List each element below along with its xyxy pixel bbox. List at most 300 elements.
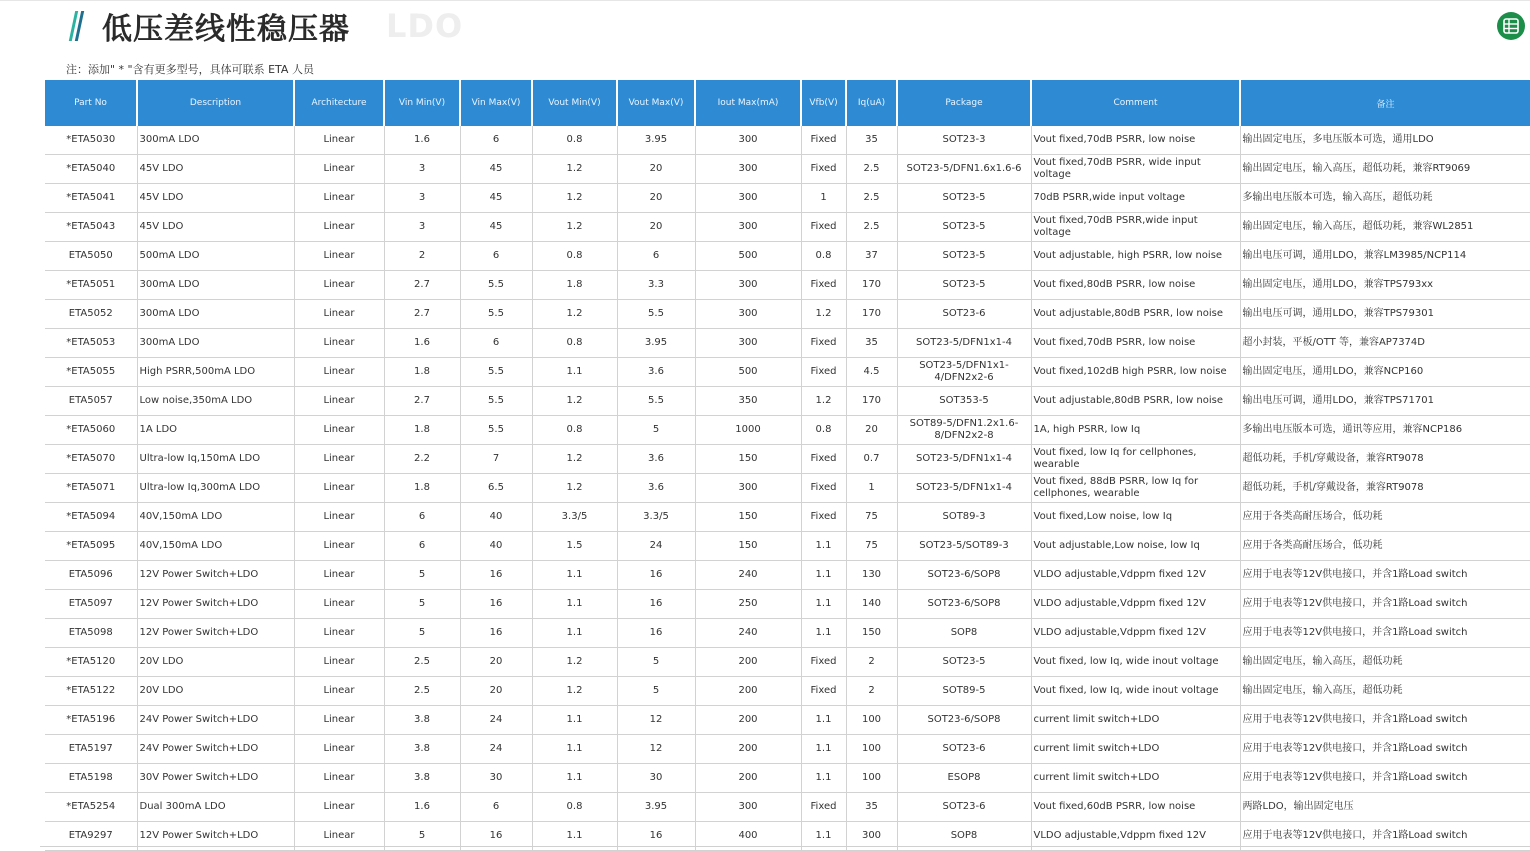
- table-cell: Linear: [294, 213, 384, 242]
- table-cell: Fixed: [801, 503, 846, 532]
- table-cell: 130: [846, 561, 897, 590]
- table-cell: 0.8: [532, 329, 617, 358]
- table-row: [45, 184, 1530, 213]
- table-cell: SOT23-5/DFN1x1-4: [897, 329, 1031, 358]
- bottom-divider: [40, 846, 1530, 847]
- table-cell: Linear: [294, 648, 384, 677]
- table-cell: Linear: [294, 793, 384, 822]
- table-cell: Vout adjustable,80dB PSRR, low noise: [1031, 387, 1240, 416]
- table-cell: 300: [695, 474, 801, 503]
- table-cell: 1.1: [532, 764, 617, 793]
- table-cell: 20: [460, 648, 532, 677]
- table-cell: Linear: [294, 271, 384, 300]
- table-cell: SOT23-5: [897, 242, 1031, 271]
- table-cell: Fixed: [801, 213, 846, 242]
- table-cell: Dual 300mA LDO: [137, 793, 294, 822]
- table-cell: 1000: [695, 416, 801, 445]
- table-cell: 300: [695, 184, 801, 213]
- table-cell: 1.1: [801, 590, 846, 619]
- table-cell: SOT89-5: [897, 677, 1031, 706]
- table-header-row: [45, 80, 1530, 126]
- table-cell: current limit switch+LDO: [1031, 735, 1240, 764]
- table-cell: Linear: [294, 619, 384, 648]
- part-number-cell: *ETA5060: [45, 416, 137, 445]
- table-cell: 150: [695, 532, 801, 561]
- table-cell: 400: [695, 822, 801, 851]
- table-cell: 40: [460, 532, 532, 561]
- table-cell: 2.5: [846, 155, 897, 184]
- table-cell: VLDO adjustable,Vdppm fixed 12V: [1031, 619, 1240, 648]
- column-header: Iq(uA): [846, 80, 897, 126]
- table-cell: 240: [695, 619, 801, 648]
- table-cell: 5: [617, 416, 695, 445]
- table-cell: 1.6: [384, 329, 460, 358]
- part-number-cell: *ETA5070: [45, 445, 137, 474]
- table-cell: 输出固定电压，通用LDO，兼容TPS793xx: [1240, 271, 1530, 300]
- table-cell: Vout fixed,102dB high PSRR, low noise: [1031, 358, 1240, 387]
- table-cell: 1.1: [532, 619, 617, 648]
- column-header: Description: [137, 80, 294, 126]
- table-cell: 500: [695, 358, 801, 387]
- spreadsheet-icon[interactable]: [1497, 12, 1525, 40]
- part-number-cell: ETA5050: [45, 242, 137, 271]
- table-cell: 3.95: [617, 126, 695, 155]
- table-cell: Linear: [294, 126, 384, 155]
- table-cell: 2: [384, 242, 460, 271]
- table-cell: 输出固定电压，多电压版本可选，通用LDO: [1240, 126, 1530, 155]
- table-cell: 应用于电表等12V供电接口，并含1路Load switch: [1240, 706, 1530, 735]
- table-cell: 16: [617, 822, 695, 851]
- table-cell: 5: [384, 619, 460, 648]
- table-cell: 0.8: [801, 416, 846, 445]
- table-header: [45, 80, 1530, 126]
- table-row: [45, 474, 1530, 503]
- table-row: [45, 213, 1530, 242]
- table-cell: 5.5: [460, 271, 532, 300]
- table-cell: Fixed: [801, 474, 846, 503]
- column-header: Architecture: [294, 80, 384, 126]
- table-cell: SOT23-5: [897, 213, 1031, 242]
- table-cell: Fixed: [801, 793, 846, 822]
- table-cell: SOT23-6: [897, 300, 1031, 329]
- part-number-cell: *ETA5051: [45, 271, 137, 300]
- table-cell: 输出固定电压，输入高压，超低功耗，兼容RT9069: [1240, 155, 1530, 184]
- table-cell: 300mA LDO: [137, 271, 294, 300]
- table-cell: Linear: [294, 242, 384, 271]
- table-cell: 5: [617, 677, 695, 706]
- table-cell: 1: [801, 184, 846, 213]
- table-cell: 多输出电压版本可选，输入高压，超低功耗: [1240, 184, 1530, 213]
- table-cell: 45: [460, 184, 532, 213]
- table-cell: 3.6: [617, 474, 695, 503]
- table-row: [45, 358, 1530, 387]
- table-cell: Linear: [294, 474, 384, 503]
- table-cell: Fixed: [801, 358, 846, 387]
- table-cell: Fixed: [801, 155, 846, 184]
- table-cell: 20: [846, 416, 897, 445]
- table-cell: 3.8: [384, 764, 460, 793]
- table-cell: current limit switch+LDO: [1031, 764, 1240, 793]
- table-row: [45, 503, 1530, 532]
- table-cell: 6: [617, 242, 695, 271]
- table-cell: Fixed: [801, 271, 846, 300]
- table-cell: Vout adjustable,Low noise, low Iq: [1031, 532, 1240, 561]
- table-cell: SOT23-5/DFN1x1-4: [897, 445, 1031, 474]
- table-cell: Vout adjustable,80dB PSRR, low noise: [1031, 300, 1240, 329]
- table-cell: 5: [617, 648, 695, 677]
- table-cell: 37: [846, 242, 897, 271]
- table-cell: 250: [695, 590, 801, 619]
- table-cell: 75: [846, 532, 897, 561]
- table-cell: 1.2: [532, 648, 617, 677]
- table-cell: 0.8: [532, 416, 617, 445]
- table-cell: 应用于电表等12V供电接口，并含1路Load switch: [1240, 735, 1530, 764]
- table-cell: Vout adjustable, high PSRR, low noise: [1031, 242, 1240, 271]
- table-cell: 5: [384, 561, 460, 590]
- table-cell: 输出电压可调，通用LDO，兼容LM3985/NCP114: [1240, 242, 1530, 271]
- table-cell: 1.1: [801, 822, 846, 851]
- table-cell: 3: [384, 155, 460, 184]
- table-cell: 1.2: [532, 474, 617, 503]
- table-cell: 300: [695, 329, 801, 358]
- part-number-cell: ETA5197: [45, 735, 137, 764]
- part-number-cell: *ETA5094: [45, 503, 137, 532]
- table-cell: 1.8: [532, 271, 617, 300]
- table-cell: VLDO adjustable,Vdppm fixed 12V: [1031, 822, 1240, 851]
- table-cell: 20: [460, 677, 532, 706]
- table-cell: 应用于电表等12V供电接口，并含1路Load switch: [1240, 619, 1530, 648]
- table-cell: 应用于电表等12V供电接口，并含1路Load switch: [1240, 764, 1530, 793]
- part-number-cell: *ETA5053: [45, 329, 137, 358]
- table-cell: VLDO adjustable,Vdppm fixed 12V: [1031, 561, 1240, 590]
- table-cell: 3.8: [384, 735, 460, 764]
- table-row: [45, 677, 1530, 706]
- table-cell: 35: [846, 793, 897, 822]
- table-row: [45, 155, 1530, 184]
- table-cell: SOT23-6/SOP8: [897, 590, 1031, 619]
- table-cell: 超低功耗，手机/穿戴设备，兼容RT9078: [1240, 445, 1530, 474]
- part-number-cell: *ETA5055: [45, 358, 137, 387]
- table-cell: Fixed: [801, 329, 846, 358]
- table-cell: 2: [846, 648, 897, 677]
- table-cell: 5.5: [460, 358, 532, 387]
- table-cell: 2.5: [384, 677, 460, 706]
- table-cell: 1.1: [801, 735, 846, 764]
- table-cell: 24: [460, 706, 532, 735]
- table-cell: 45V LDO: [137, 155, 294, 184]
- table-cell: 1.6: [384, 793, 460, 822]
- table-cell: 1.2: [532, 300, 617, 329]
- table-cell: 30: [460, 764, 532, 793]
- table-cell: 100: [846, 764, 897, 793]
- table-cell: 1.1: [801, 764, 846, 793]
- table-cell: 1.8: [384, 416, 460, 445]
- table-cell: Linear: [294, 706, 384, 735]
- table-cell: 35: [846, 126, 897, 155]
- table-cell: Linear: [294, 735, 384, 764]
- table-cell: 240: [695, 561, 801, 590]
- table-cell: 3.95: [617, 793, 695, 822]
- table-cell: Fixed: [801, 648, 846, 677]
- table-cell: Vout fixed, low Iq for cellphones, wearable: [1031, 445, 1240, 474]
- table-cell: 4.5: [846, 358, 897, 387]
- table-cell: SOT23-5: [897, 271, 1031, 300]
- part-number-cell: *ETA5043: [45, 213, 137, 242]
- table-cell: 300mA LDO: [137, 329, 294, 358]
- table-cell: 1.1: [532, 358, 617, 387]
- ldo-table-container: [45, 80, 1530, 851]
- table-cell: 300: [695, 300, 801, 329]
- table-cell: 多输出电压版本可选，通讯等应用，兼容NCP186: [1240, 416, 1530, 445]
- table-cell: 6: [460, 329, 532, 358]
- table-row: [45, 648, 1530, 677]
- table-cell: Vout fixed,60dB PSRR, low noise: [1031, 793, 1240, 822]
- table-body: [45, 126, 1530, 851]
- table-cell: 3.6: [617, 445, 695, 474]
- table-cell: Ultra-low Iq,150mA LDO: [137, 445, 294, 474]
- table-row: [45, 242, 1530, 271]
- table-row: [45, 619, 1530, 648]
- table-cell: 140: [846, 590, 897, 619]
- table-cell: 1.8: [384, 474, 460, 503]
- table-cell: 0.8: [532, 126, 617, 155]
- table-cell: 5: [384, 822, 460, 851]
- table-cell: 170: [846, 271, 897, 300]
- table-cell: 3.3: [617, 271, 695, 300]
- table-cell: 12V Power Switch+LDO: [137, 561, 294, 590]
- table-cell: SOT23-6: [897, 793, 1031, 822]
- table-cell: Fixed: [801, 445, 846, 474]
- table-cell: Linear: [294, 590, 384, 619]
- table-cell: 3.6: [617, 358, 695, 387]
- page-title: 低压差线性稳压器: [102, 12, 350, 47]
- column-header: 备注: [1240, 80, 1530, 126]
- table-cell: SOT23-5/SOT89-3: [897, 532, 1031, 561]
- table-cell: 300: [695, 793, 801, 822]
- table-cell: VLDO adjustable,Vdppm fixed 12V: [1031, 590, 1240, 619]
- table-cell: Vout fixed,70dB PSRR, low noise: [1031, 329, 1240, 358]
- part-number-cell: *ETA5095: [45, 532, 137, 561]
- table-cell: 30: [617, 764, 695, 793]
- table-cell: Linear: [294, 387, 384, 416]
- table-cell: Linear: [294, 764, 384, 793]
- table-cell: 1.1: [532, 822, 617, 851]
- column-header: Vout Min(V): [532, 80, 617, 126]
- table-cell: SOT23-5: [897, 648, 1031, 677]
- table-cell: 300: [846, 822, 897, 851]
- table-row: [45, 126, 1530, 155]
- table-cell: High PSRR,500mA LDO: [137, 358, 294, 387]
- column-header: Vout Max(V): [617, 80, 695, 126]
- table-cell: SOP8: [897, 619, 1031, 648]
- table-cell: 1.1: [801, 619, 846, 648]
- table-cell: 200: [695, 735, 801, 764]
- table-cell: 3: [384, 213, 460, 242]
- table-cell: 0.8: [532, 242, 617, 271]
- table-cell: 500mA LDO: [137, 242, 294, 271]
- table-cell: Linear: [294, 677, 384, 706]
- top-divider: [0, 0, 1530, 1]
- table-cell: 12V Power Switch+LDO: [137, 619, 294, 648]
- table-row: [45, 271, 1530, 300]
- table-cell: Linear: [294, 503, 384, 532]
- table-cell: Linear: [294, 184, 384, 213]
- table-cell: Linear: [294, 329, 384, 358]
- table-cell: 2: [846, 677, 897, 706]
- part-number-cell: ETA9297: [45, 822, 137, 851]
- column-header: Package: [897, 80, 1031, 126]
- table-cell: 6: [460, 126, 532, 155]
- table-cell: 40: [460, 503, 532, 532]
- part-number-cell: ETA5052: [45, 300, 137, 329]
- part-number-cell: ETA5097: [45, 590, 137, 619]
- table-cell: 0.8: [532, 793, 617, 822]
- table-cell: 150: [695, 503, 801, 532]
- table-cell: 超小封装，平板/OTT 等，兼容AP7374D: [1240, 329, 1530, 358]
- table-cell: 100: [846, 735, 897, 764]
- table-cell: 1.8: [384, 358, 460, 387]
- part-number-cell: *ETA5041: [45, 184, 137, 213]
- table-cell: SOT23-6/SOP8: [897, 706, 1031, 735]
- table-cell: Linear: [294, 532, 384, 561]
- table-cell: 7: [460, 445, 532, 474]
- table-row: [45, 300, 1530, 329]
- table-cell: SOT23-6/SOP8: [897, 561, 1031, 590]
- table-row: [45, 735, 1530, 764]
- table-row: [45, 561, 1530, 590]
- table-cell: 输出固定电压，输入高压，超低功耗: [1240, 648, 1530, 677]
- table-cell: 12V Power Switch+LDO: [137, 822, 294, 851]
- column-header: Vfb(V): [801, 80, 846, 126]
- table-cell: 200: [695, 764, 801, 793]
- column-header: Iout Max(mA): [695, 80, 801, 126]
- table-cell: Vout fixed,70dB PSRR, wide input voltage: [1031, 155, 1240, 184]
- table-cell: 300mA LDO: [137, 300, 294, 329]
- table-cell: Fixed: [801, 126, 846, 155]
- table-cell: 超低功耗，手机/穿戴设备，兼容RT9078: [1240, 474, 1530, 503]
- table-cell: SOT23-3: [897, 126, 1031, 155]
- table-cell: 3.95: [617, 329, 695, 358]
- table-cell: Linear: [294, 300, 384, 329]
- table-cell: 40V,150mA LDO: [137, 532, 294, 561]
- table-cell: 1.1: [801, 532, 846, 561]
- table-cell: 70dB PSRR,wide input voltage: [1031, 184, 1240, 213]
- part-number-cell: *ETA5120: [45, 648, 137, 677]
- table-cell: 3.8: [384, 706, 460, 735]
- table-cell: 350: [695, 387, 801, 416]
- table-cell: 20: [617, 184, 695, 213]
- table-cell: 2.5: [846, 213, 897, 242]
- table-cell: 输出电压可调，通用LDO，兼容TPS71701: [1240, 387, 1530, 416]
- table-cell: Vout fixed, low Iq, wide inout voltage: [1031, 677, 1240, 706]
- table-cell: 24: [460, 735, 532, 764]
- table-cell: 1.2: [532, 387, 617, 416]
- table-cell: 应用于电表等12V供电接口，并含1路Load switch: [1240, 561, 1530, 590]
- table-cell: 30V Power Switch+LDO: [137, 764, 294, 793]
- table-cell: Ultra-low Iq,300mA LDO: [137, 474, 294, 503]
- table-cell: 16: [460, 590, 532, 619]
- table-cell: 5.5: [460, 300, 532, 329]
- table-cell: 300: [695, 271, 801, 300]
- table-cell: 5.5: [460, 387, 532, 416]
- table-cell: 5.5: [617, 300, 695, 329]
- table-cell: 45: [460, 213, 532, 242]
- table-cell: Vout fixed, 88dB PSRR, low Iq for cellphones, wearable: [1031, 474, 1240, 503]
- table-cell: 1: [846, 474, 897, 503]
- part-number-cell: ETA5198: [45, 764, 137, 793]
- table-cell: SOT23-5/DFN1.6x1.6-6: [897, 155, 1031, 184]
- table-cell: 1.1: [801, 561, 846, 590]
- part-number-cell: ETA5057: [45, 387, 137, 416]
- table-cell: SOT23-6: [897, 735, 1031, 764]
- table-cell: 1.6: [384, 126, 460, 155]
- table-cell: 3.3/5: [617, 503, 695, 532]
- table-cell: Vout fixed,70dB PSRR,wide input voltage: [1031, 213, 1240, 242]
- table-cell: SOT23-5: [897, 184, 1031, 213]
- table-cell: 1.1: [801, 706, 846, 735]
- table-cell: 1.1: [532, 590, 617, 619]
- table-cell: 2.7: [384, 271, 460, 300]
- table-cell: 0.7: [846, 445, 897, 474]
- table-cell: 45V LDO: [137, 184, 294, 213]
- table-cell: 2.5: [846, 184, 897, 213]
- table-cell: 35: [846, 329, 897, 358]
- part-number-cell: *ETA5122: [45, 677, 137, 706]
- table-cell: 20: [617, 213, 695, 242]
- table-cell: 6: [384, 532, 460, 561]
- table-cell: 200: [695, 648, 801, 677]
- table-cell: 170: [846, 300, 897, 329]
- table-cell: 24V Power Switch+LDO: [137, 735, 294, 764]
- table-cell: 200: [695, 706, 801, 735]
- table-cell: Vout fixed,80dB PSRR, low noise: [1031, 271, 1240, 300]
- table-cell: 16: [460, 619, 532, 648]
- table-cell: SOT23-5/DFN1x1-4/DFN2x2-6: [897, 358, 1031, 387]
- table-cell: 1.1: [532, 735, 617, 764]
- table-cell: 20V LDO: [137, 648, 294, 677]
- column-header: Comment: [1031, 80, 1240, 126]
- table-cell: 1.2: [532, 155, 617, 184]
- table-cell: 3.3/5: [532, 503, 617, 532]
- table-cell: Linear: [294, 358, 384, 387]
- table-cell: Vout fixed,Low noise, low Iq: [1031, 503, 1240, 532]
- table-cell: 45V LDO: [137, 213, 294, 242]
- table-cell: 两路LDO，输出固定电压: [1240, 793, 1530, 822]
- table-cell: 6: [460, 242, 532, 271]
- table-cell: 75: [846, 503, 897, 532]
- table-cell: 12: [617, 706, 695, 735]
- table-cell: 300: [695, 126, 801, 155]
- table-cell: ESOP8: [897, 764, 1031, 793]
- column-header: Vin Min(V): [384, 80, 460, 126]
- part-number-cell: *ETA5254: [45, 793, 137, 822]
- table-cell: 应用于电表等12V供电接口，并含1路Load switch: [1240, 590, 1530, 619]
- table-cell: 5.5: [460, 416, 532, 445]
- table-row: [45, 445, 1530, 474]
- table-cell: 1.2: [801, 387, 846, 416]
- table-cell: Linear: [294, 561, 384, 590]
- table-cell: 150: [846, 619, 897, 648]
- table-cell: 1.1: [532, 706, 617, 735]
- table-cell: 输出固定电压，通用LDO，兼容NCP160: [1240, 358, 1530, 387]
- table-cell: 1A LDO: [137, 416, 294, 445]
- table-cell: 1.5: [532, 532, 617, 561]
- table-cell: 2.7: [384, 387, 460, 416]
- table-cell: 1A, high PSRR, low Iq: [1031, 416, 1240, 445]
- part-number-cell: *ETA5196: [45, 706, 137, 735]
- table-cell: 100: [846, 706, 897, 735]
- table-cell: 5: [384, 590, 460, 619]
